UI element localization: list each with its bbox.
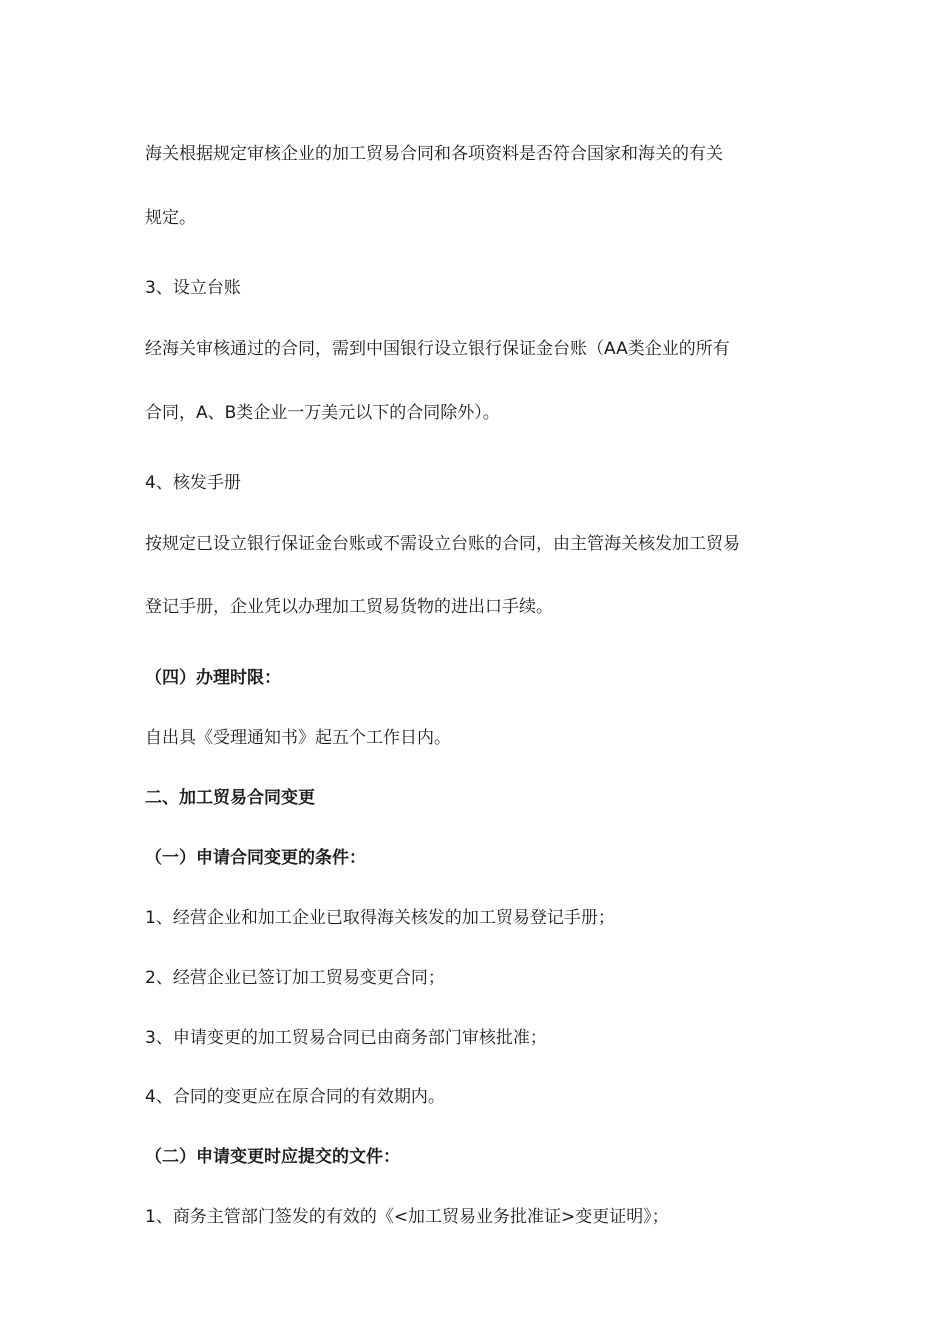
list-item: 1、商务主管部门签发的有效的《<加工贸易业务批准证>变更证明》； bbox=[145, 1207, 669, 1227]
list-item: 3、申请变更的加工贸易合同已由商务部门审核批准； bbox=[145, 1028, 547, 1048]
list-item: 1、经营企业和加工企业已取得海关核发的加工贸易登记手册； bbox=[145, 908, 615, 928]
paragraph-line: 经海关审核通过的合同，需到中国银行设立银行保证金台账（AA类企业的所有 bbox=[145, 339, 730, 359]
list-item: 4、合同的变更应在原合同的有效期内。 bbox=[145, 1087, 445, 1107]
subsection-heading: （一）申请合同变更的条件： bbox=[145, 848, 366, 868]
section-item-heading: 4、核发手册 bbox=[145, 473, 241, 493]
section-item-heading: 3、设立台账 bbox=[145, 278, 241, 298]
paragraph-line: 按规定已设立银行保证金台账或不需设立台账的合同，由主管海关核发加工贸易 bbox=[145, 534, 740, 554]
list-item: 2、经营企业已签订加工贸易变更合同； bbox=[145, 968, 445, 988]
paragraph-line: 自出具《受理通知书》起五个工作日内。 bbox=[145, 728, 451, 748]
subsection-heading: （二）申请变更时应提交的文件： bbox=[145, 1147, 400, 1167]
paragraph-line: 海关根据规定审核企业的加工贸易合同和各项资料是否符合国家和海关的有关 bbox=[145, 144, 723, 164]
subsection-heading: （四）办理时限： bbox=[145, 668, 281, 688]
paragraph-line: 合同，A、B类企业一万美元以下的合同除外）。 bbox=[145, 403, 500, 423]
paragraph-line: 登记手册，企业凭以办理加工贸易货物的进出口手续。 bbox=[145, 597, 553, 617]
paragraph-line: 规定。 bbox=[145, 208, 196, 228]
section-heading: 二、加工贸易合同变更 bbox=[145, 788, 315, 808]
